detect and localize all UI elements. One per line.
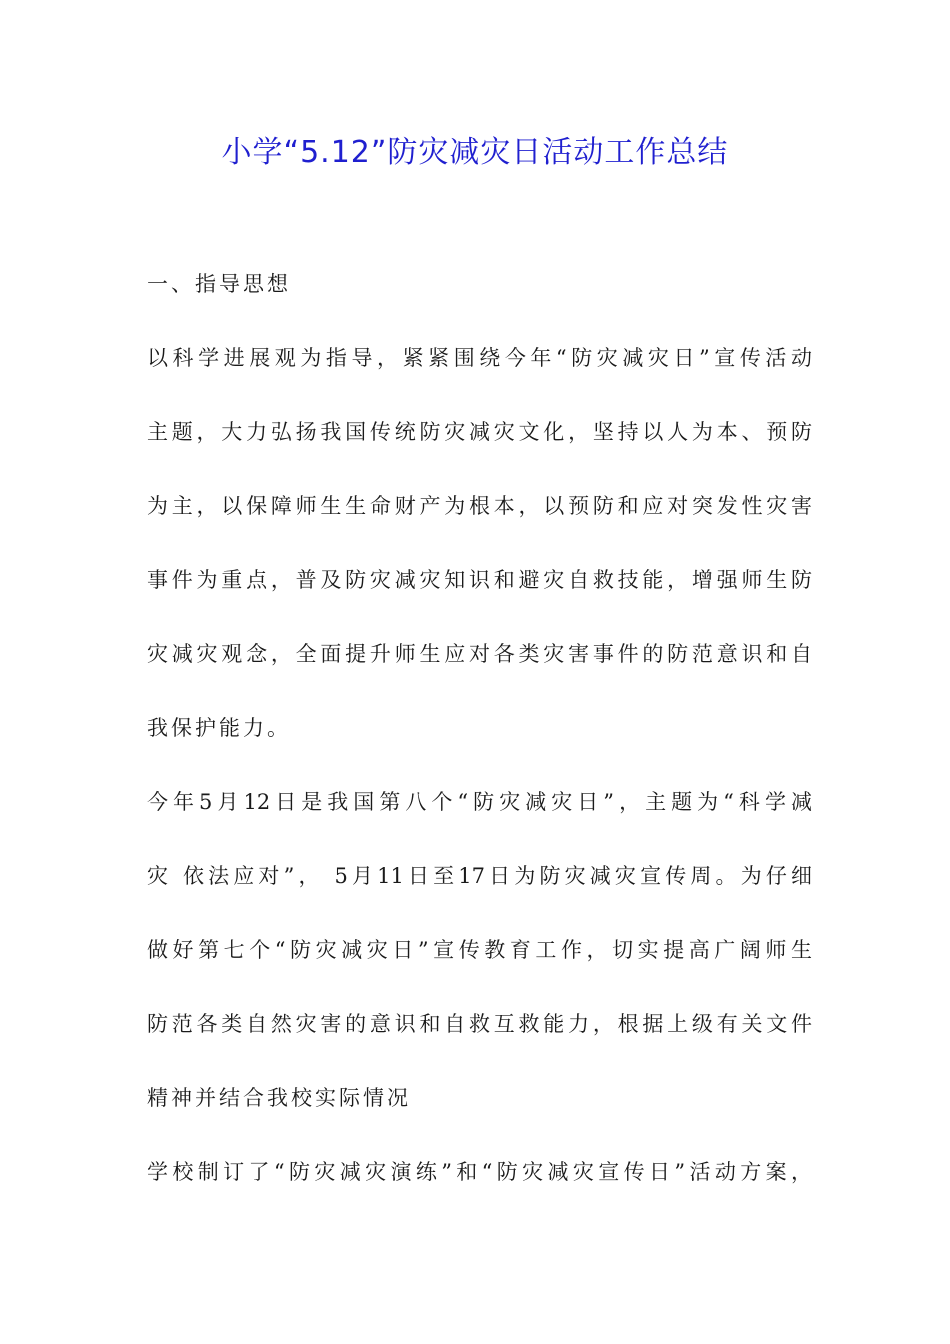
paragraph-line: 精神并结合我校实际情况 — [147, 1086, 411, 1110]
section-heading: 一、指导思想 — [147, 272, 291, 296]
paragraph-line: 做好第七个“防灾减灾日”宣传教育工作，切实提高广阔师生 — [147, 938, 812, 962]
document-title: 小学“5.12”防灾减灾日活动工作总结 — [221, 135, 729, 170]
paragraph-line: 我保护能力。 — [147, 716, 291, 740]
paragraph-line: 学校制订了“防灾减灾演练”和“防灾减灾宣传日”活动方案， — [147, 1160, 812, 1184]
paragraph-line: 灾 依法应对”， 5月11日至17日为防灾减灾宣传周。为仔细 — [147, 864, 812, 888]
paragraph-line: 以科学进展观为指导，紧紧围绕今年“防灾减灾日”宣传活动 — [147, 346, 812, 370]
paragraph-line: 主题，大力弘扬我国传统防灾减灾文化，坚持以人为本、预防 — [147, 420, 812, 444]
paragraph-line: 防范各类自然灾害的意识和自救互救能力，根据上级有关文件 — [147, 1012, 812, 1036]
paragraph-line: 今年5月12日是我国第八个“防灾减灾日”，主题为“科学减 — [147, 790, 812, 814]
paragraph-line: 事件为重点，普及防灾减灾知识和避灾自救技能，增强师生防 — [147, 568, 812, 592]
document-body — [147, 258, 812, 1220]
paragraph-line: 灾减灾观念，全面提升师生应对各类灾害事件的防范意识和自 — [147, 642, 812, 666]
paragraph-line: 为主，以保障师生生命财产为根本，以预防和应对突发性灾害 — [147, 494, 812, 518]
